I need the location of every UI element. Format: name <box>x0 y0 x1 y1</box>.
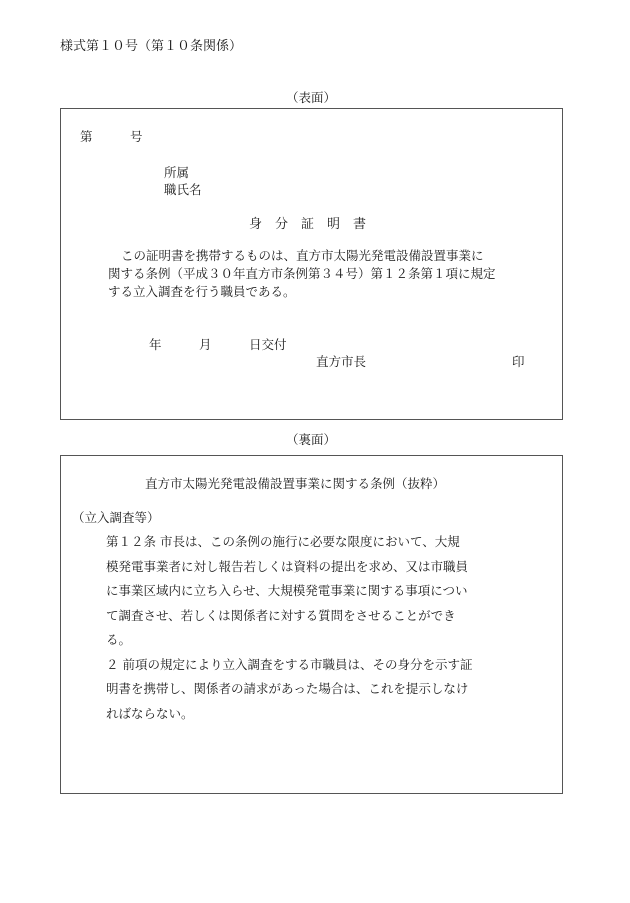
section-label: （立入調査等） <box>72 510 160 525</box>
article-line: 第１２条 市長は、この条例の施行に必要な限度において、大規 <box>106 534 460 549</box>
ordinance-title: 直方市太陽光発電設備設置事業に関する条例（抜粋） <box>145 476 446 491</box>
article-line: に事業区域内に立ち入らせ、大規模発電事業に関する事項につい <box>106 583 468 598</box>
body-line: する立入調査を行う職員である。 <box>108 284 296 299</box>
back-heading: （裏面） <box>286 432 337 447</box>
certificate-body <box>108 247 548 301</box>
back-card <box>60 455 563 794</box>
article-line: 模発電事業者に対し報告若しくは資料の提出を求め、又は市職員 <box>106 558 469 574</box>
certificate-number-label: 第 号 <box>80 129 143 144</box>
issue-date: 年 月 日交付 <box>149 337 287 352</box>
seal-mark: 印 <box>512 354 525 369</box>
article-line: ればならない。 <box>106 705 194 721</box>
body-line: 関する条例（平成３０年直方市条例第３４号）第１２条第１項に規定 <box>108 266 496 281</box>
article-line: て調査させ、若しくは関係者に対する質問をさせることができ <box>106 607 456 623</box>
issuer: 直方市長 <box>316 354 367 369</box>
front-heading: （表面） <box>286 90 337 105</box>
certificate-title: 身 分 証 明 書 <box>249 217 367 232</box>
article-line: 明書を携帯し、関係者の請求があった場合は、これを提示しなけ <box>106 681 469 696</box>
staff-name-label: 職氏名 <box>164 182 202 197</box>
form-number: 様式第１０号（第１０条関係） <box>60 39 243 54</box>
article-line: ２ 前項の規定により立入調査をする市職員は、その身分を示す証 <box>106 656 473 672</box>
body-line: この証明書を携帯するものは、直方市太陽光発電設備設置事業に <box>121 248 484 263</box>
front-card <box>60 108 563 420</box>
article-line: る。 <box>106 632 132 647</box>
affiliation-label: 所属 <box>164 165 190 180</box>
article-text <box>106 530 556 726</box>
